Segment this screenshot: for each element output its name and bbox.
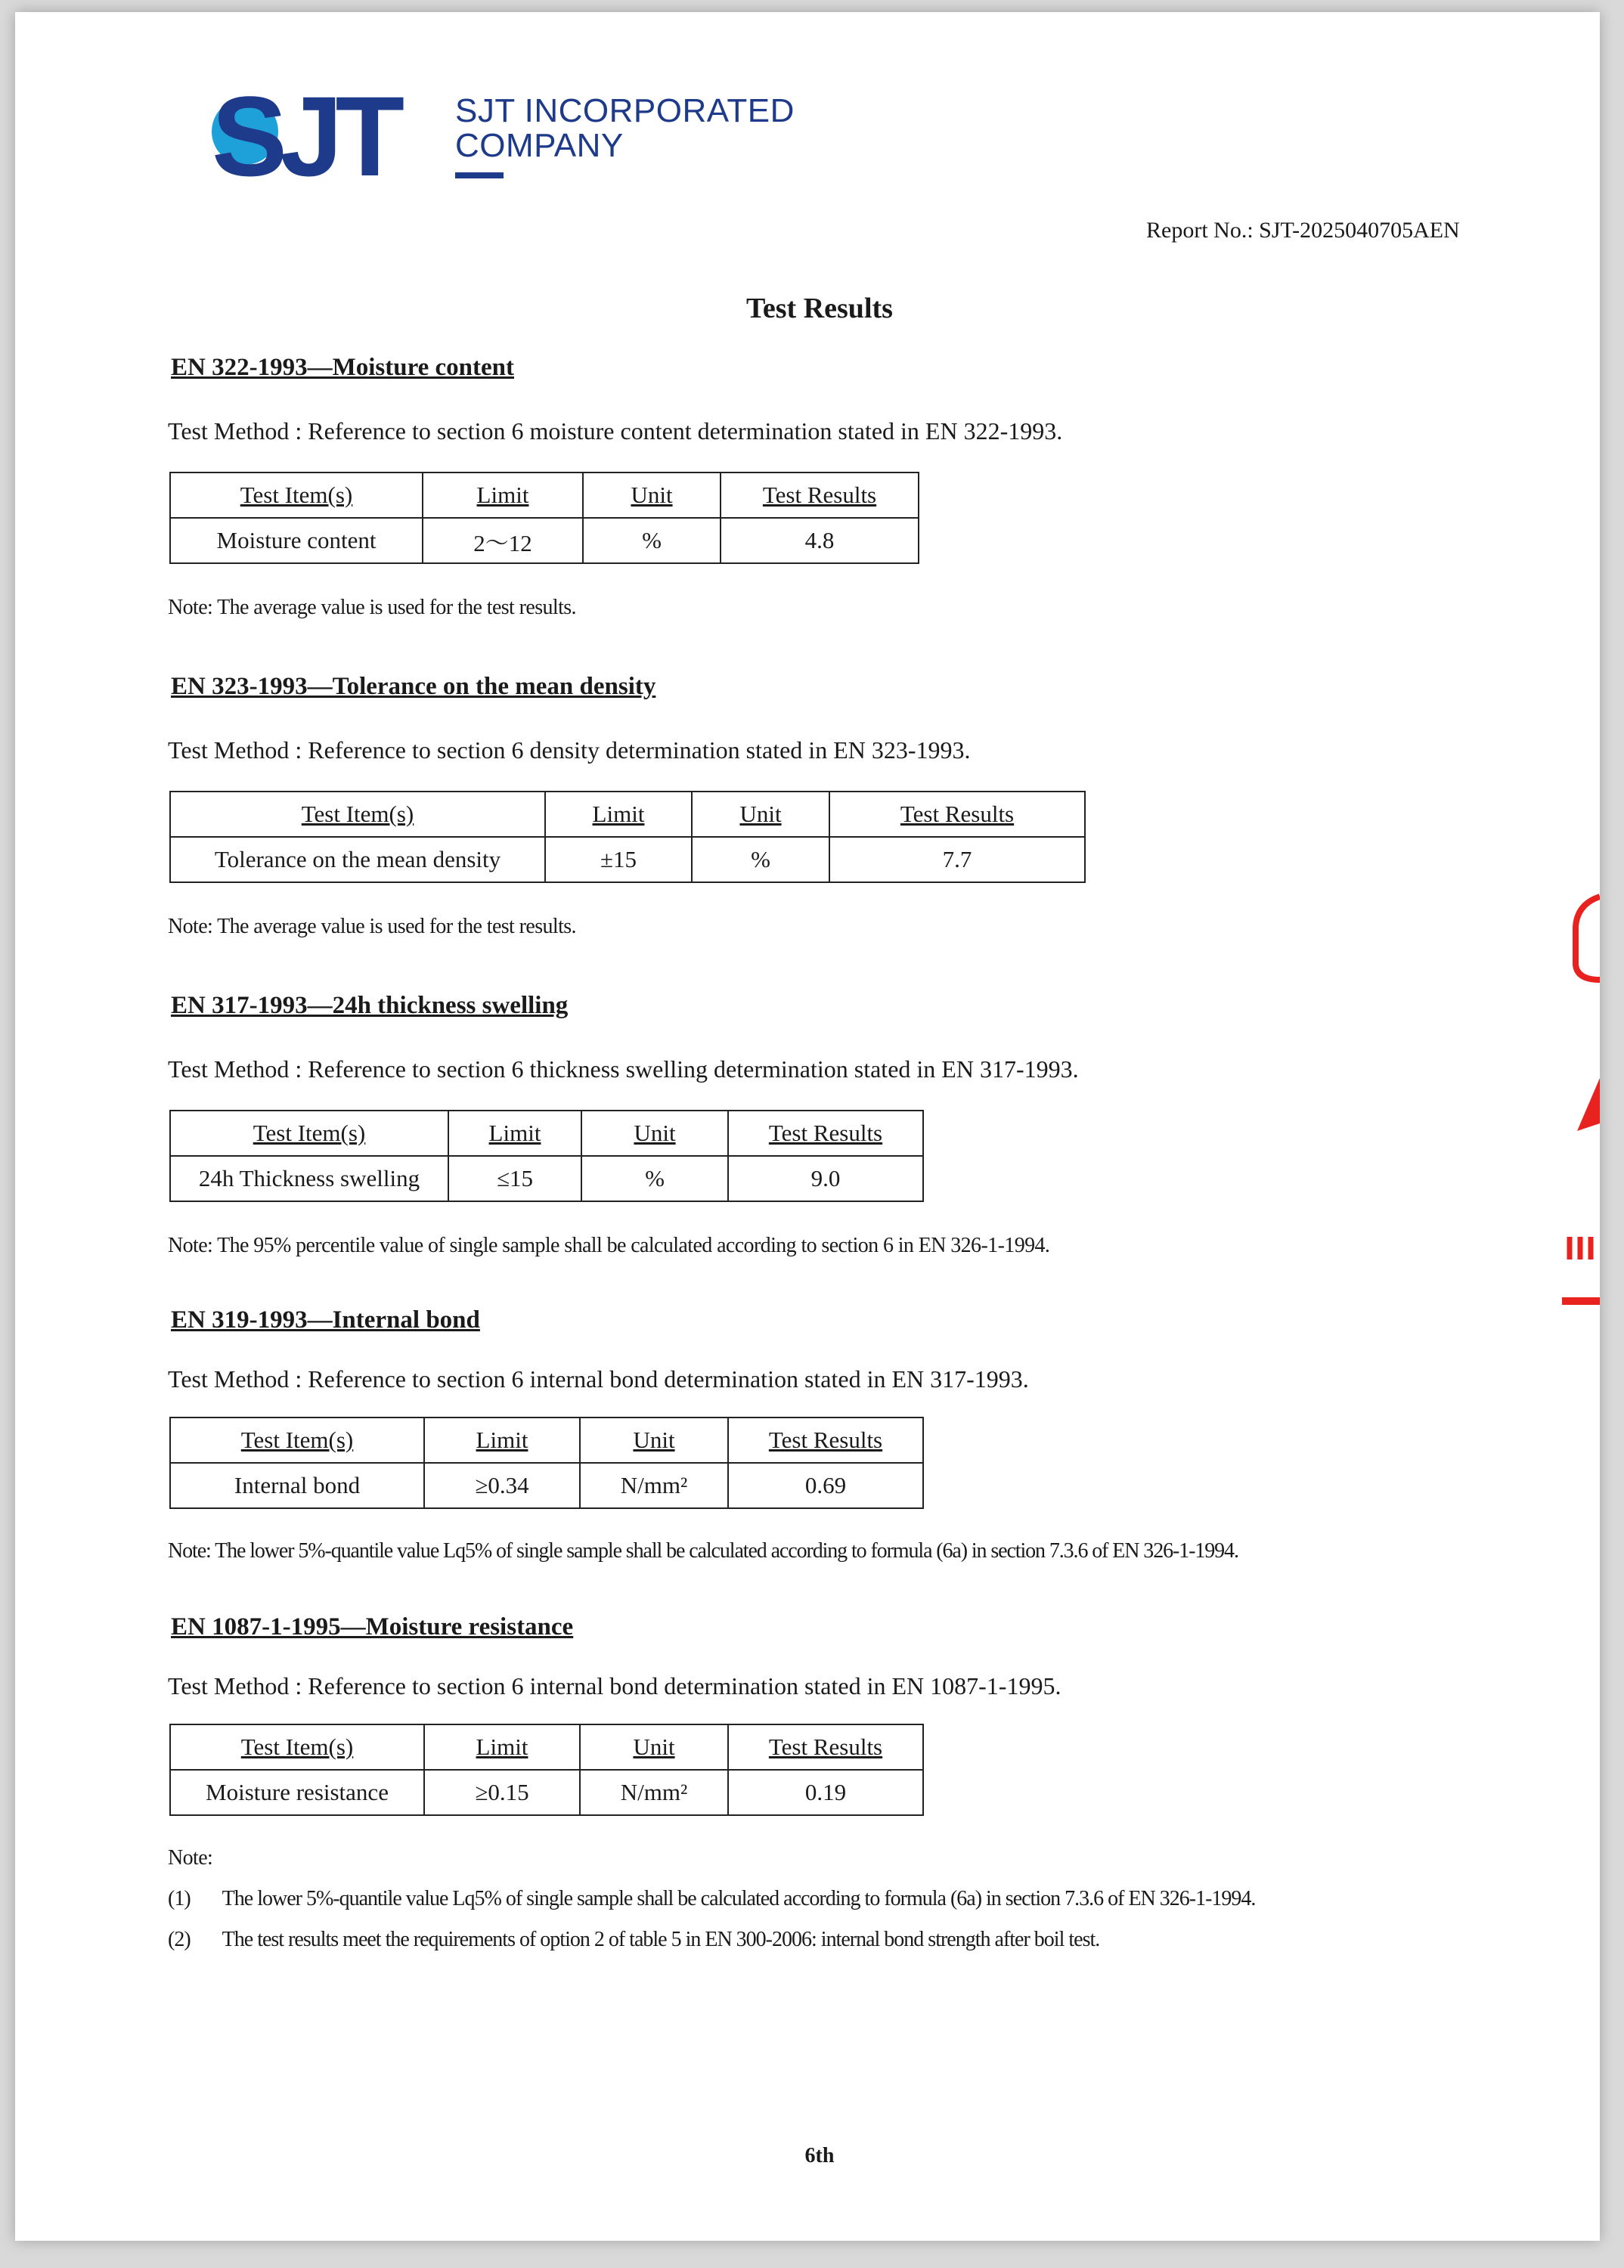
table-cell: Moisture resistance [170,1770,424,1815]
section-heading: EN 323-1993—Tolerance on the mean density [171,673,656,700]
table-row [170,518,919,563]
company-logo [206,79,886,200]
header-cell: Limit [423,472,583,518]
test-method: Test Method : Reference to section 6 moisture content determination stated in EN 322-1993. [168,417,1063,445]
table-header-row [170,1111,923,1156]
header-cell: Limit [545,792,692,837]
table-cell: 0.69 [728,1463,923,1508]
header-cell: Unit [580,1724,728,1770]
section-heading: EN 322-1993—Moisture content [171,354,515,381]
numbered-note [168,1887,1255,1911]
table-cell: % [581,1156,728,1201]
section-note: Note: The 95% percentile value of single sample shall be calculated according to section 6 in EN 326-1-1994. [168,1234,1050,1257]
header-cell: Test Item(s) [170,472,423,518]
section-heading: EN 1087-1-1995—Moisture resistance [171,1613,574,1641]
table-header-row [170,1418,923,1463]
test-method: Test Method : Reference to section 6 thickness swelling determination stated in EN 317-1993. [168,1055,1079,1083]
numbered-note [168,1928,1099,1952]
header-cell: Test Item(s) [170,1418,424,1463]
note-text: The lower 5%-quantile value Lq5% of single sample shall be calculated according to formula (6a) in section 7.3.6 of EN 326-1-1994. [222,1887,1256,1910]
table-header-row [170,792,1085,837]
table-cell: 7.7 [829,837,1085,882]
header-cell: Limit [424,1418,580,1463]
test-method: Test Method : Reference to section 6 internal bond determination stated in EN 317-1993. [168,1365,1029,1393]
table-header-row [170,1724,923,1770]
logo-underline [455,172,504,178]
header-cell: Unit [692,792,829,837]
header-cell: Unit [581,1111,728,1156]
company-name-line2: COMPANY [455,127,624,164]
header-cell: Test Results [728,1724,923,1770]
results-table [169,472,919,564]
results-table [169,1110,924,1202]
section-heading: EN 317-1993—24h thickness swelling [171,992,569,1019]
header-cell: Limit [424,1724,580,1770]
table-cell: ≥0.15 [424,1770,580,1815]
company-name [455,94,795,163]
table-row [170,837,1085,882]
header-cell: Unit [580,1418,728,1463]
header-cell: Test Results [728,1418,923,1463]
table-cell: % [692,837,829,882]
page-number: 6th [804,2144,835,2167]
note-number: (1) [168,1887,191,1910]
note-text: The test results meet the requirements of option 2 of table 5 in EN 300-2006: internal bond strength after boil test. [222,1928,1100,1951]
table-cell: N/mm² [580,1770,728,1815]
company-name-line1: SJT INCORPORATED [455,92,795,129]
table-cell: ±15 [545,837,692,882]
section-note: Note: The lower 5%-quantile value Lq5% of single sample shall be calculated according to formula (6a) in section 7.3.6 of EN 326-1-1994. [168,1539,1238,1563]
table-row [170,1770,923,1815]
header-cell: Test Item(s) [170,792,545,837]
table-cell: % [583,518,721,563]
header-cell: Limit [448,1111,581,1156]
results-table [169,791,1086,883]
seal-stamp-icon [1554,881,1600,1335]
header-cell: Test Item(s) [170,1724,424,1770]
page-title: Test Results [746,293,893,324]
header-cell: Test Results [829,792,1085,837]
table-cell: ≥0.34 [424,1463,580,1508]
document-page [15,12,1600,2241]
note-number: (2) [168,1928,191,1951]
sjt-logo-icon [206,79,425,192]
table-cell: 2～12 [423,518,583,563]
table-header-row [170,472,919,518]
section-heading: EN 319-1993—Internal bond [171,1306,480,1334]
header-cell: Test Results [721,472,919,518]
svg-text:SJT: SJT [212,79,398,192]
table-cell: 9.0 [728,1156,923,1201]
table-row [170,1463,923,1508]
section-note: Note: The average value is used for the test results. [168,596,576,619]
test-method: Test Method : Reference to section 6 density determination stated in EN 323-1993. [168,736,971,764]
table-cell: 24h Thickness swelling [170,1156,448,1201]
header-cell: Test Results [728,1111,923,1156]
table-row [170,1156,923,1201]
section-note: Note: The average value is used for the test results. [168,915,576,938]
table-cell: Tolerance on the mean density [170,837,545,882]
results-table [169,1724,924,1816]
table-cell: Moisture content [170,518,423,563]
header-cell: Unit [583,472,721,518]
table-cell: 4.8 [721,518,919,563]
test-method: Test Method : Reference to section 6 internal bond determination stated in EN 1087-1-1995. [168,1672,1061,1699]
table-cell: Internal bond [170,1463,424,1508]
section-note: Note: [168,1846,213,1870]
header-cell: Test Item(s) [170,1111,448,1156]
table-cell: ≤15 [448,1156,581,1201]
results-table [169,1417,924,1509]
table-cell: 0.19 [728,1770,923,1815]
table-cell: N/mm² [580,1463,728,1508]
report-number: Report No.: SJT-2025040705AEN [1146,218,1460,243]
